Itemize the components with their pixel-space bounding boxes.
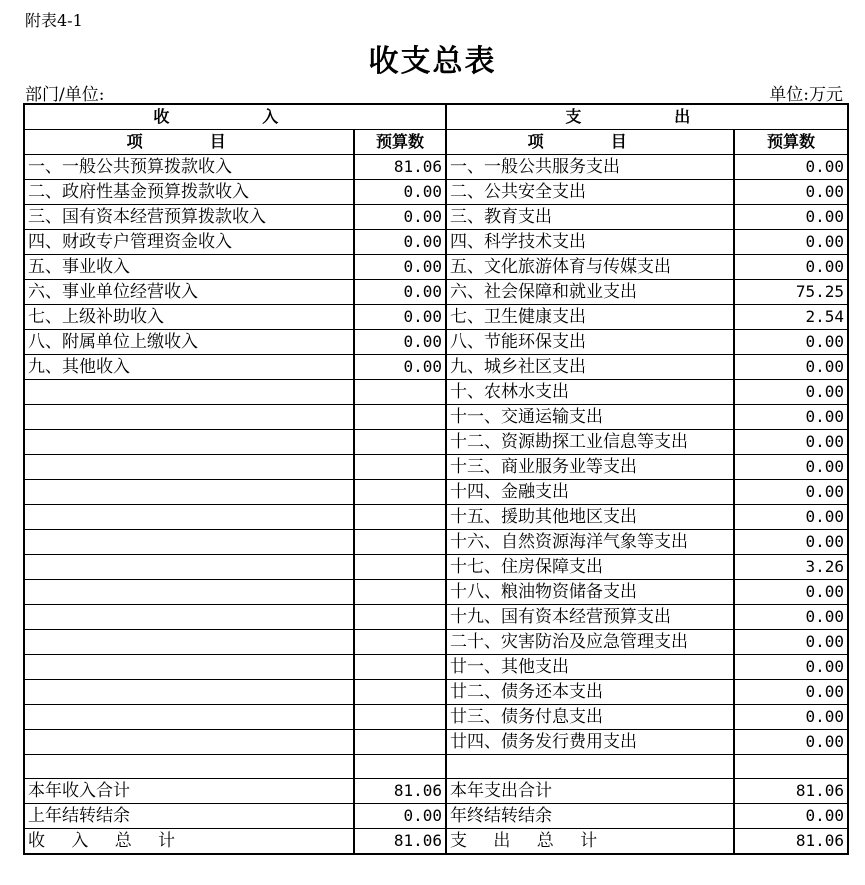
income-budget-value: 0.00 (354, 804, 446, 829)
expense-item-name: 四、科学技术支出 (446, 230, 734, 255)
income-item-name: 收入总计 (24, 829, 354, 855)
expense-budget-value: 0.00 (734, 355, 848, 380)
expense-budget-header: 预算数 (734, 130, 848, 155)
income-item-name: 三、国有资本经营预算拨款收入 (24, 205, 354, 230)
table-row (24, 630, 848, 655)
expense-item-header: 项 目 (446, 130, 734, 155)
expense-budget-value: 0.00 (734, 655, 848, 680)
income-budget-value: 0.00 (354, 230, 446, 255)
expense-budget-value: 0.00 (734, 380, 848, 405)
income-item-name (24, 530, 354, 555)
income-budget-value: 81.06 (354, 155, 446, 180)
expense-item-name: 六、社会保障和就业支出 (446, 280, 734, 305)
expense-item-name: 廿一、其他支出 (446, 655, 734, 680)
expense-budget-value: 0.00 (734, 630, 848, 655)
income-item-name (24, 605, 354, 630)
expense-budget-value: 0.00 (734, 480, 848, 505)
income-budget-value (354, 455, 446, 480)
expense-item-name: 二十、灾害防治及应急管理支出 (446, 630, 734, 655)
income-item-name: 本年收入合计 (24, 779, 354, 804)
income-item-name (24, 555, 354, 580)
expense-item-name: 廿二、债务还本支出 (446, 680, 734, 705)
table-row (24, 730, 848, 755)
income-budget-value (354, 630, 446, 655)
expense-budget-value: 2.54 (734, 305, 848, 330)
income-item-name (24, 655, 354, 680)
table-row (24, 355, 848, 380)
table-number-label: 附表4-1 (25, 11, 83, 30)
table-row (24, 755, 848, 779)
expense-item-name: 十五、援助其他地区支出 (446, 505, 734, 530)
section-header-row (24, 104, 848, 130)
expense-budget-value: 0.00 (734, 530, 848, 555)
table-row (24, 480, 848, 505)
expense-budget-value: 3.26 (734, 555, 848, 580)
income-budget-value (354, 605, 446, 630)
income-item-name: 上年结转结余 (24, 804, 354, 829)
income-item-name: 八、附属单位上缴收入 (24, 330, 354, 355)
expense-budget-value: 0.00 (734, 230, 848, 255)
income-item-name (24, 705, 354, 730)
income-budget-value: 0.00 (354, 205, 446, 230)
income-item-name (24, 630, 354, 655)
expense-budget-value: 0.00 (734, 405, 848, 430)
expense-budget-value: 0.00 (734, 680, 848, 705)
department-label: 部门/单位: (25, 85, 105, 105)
table-row (24, 430, 848, 455)
expense-item-name: 十三、商业服务业等支出 (446, 455, 734, 480)
income-budget-value (354, 430, 446, 455)
income-budget-value (354, 555, 446, 580)
income-item-name: 五、事业收入 (24, 255, 354, 280)
expense-item-name: 十七、住房保障支出 (446, 555, 734, 580)
expense-budget-value: 0.00 (734, 705, 848, 730)
expense-item-name: 本年支出合计 (446, 779, 734, 804)
income-item-name (24, 405, 354, 430)
table-row (24, 605, 848, 630)
expense-budget-value: 0.00 (734, 455, 848, 480)
expense-budget-value: 0.00 (734, 605, 848, 630)
expense-item-name: 十九、国有资本经营预算支出 (446, 605, 734, 630)
income-item-name (24, 505, 354, 530)
expense-item-name: 二、公共安全支出 (446, 180, 734, 205)
income-budget-value: 0.00 (354, 355, 446, 380)
expense-item-name: 廿四、债务发行费用支出 (446, 730, 734, 755)
expense-item-name: 十四、金融支出 (446, 480, 734, 505)
expense-budget-value: 0.00 (734, 255, 848, 280)
income-budget-header: 预算数 (354, 130, 446, 155)
expense-budget-value: 0.00 (734, 155, 848, 180)
expense-item-name: 一、一般公共服务支出 (446, 155, 734, 180)
income-item-name (24, 380, 354, 405)
unit-label: 单位:万元 (769, 85, 843, 105)
income-section-header: 收 入 (24, 104, 446, 130)
page-title: 收支总表 (368, 44, 497, 79)
expense-budget-value: 0.00 (734, 330, 848, 355)
income-budget-value: 81.06 (354, 779, 446, 804)
budget-summary-table (23, 103, 849, 855)
table-row (24, 680, 848, 705)
expense-budget-value: 81.06 (734, 829, 848, 855)
income-budget-value: 0.00 (354, 255, 446, 280)
table-row (24, 705, 848, 730)
table-row (24, 255, 848, 280)
expense-section-header: 支 出 (446, 104, 848, 130)
total-row (24, 804, 848, 829)
income-item-name (24, 455, 354, 480)
income-item-name: 六、事业单位经营收入 (24, 280, 354, 305)
table-row (24, 205, 848, 230)
table-row (24, 380, 848, 405)
income-budget-value (354, 755, 446, 779)
income-budget-value (354, 505, 446, 530)
income-budget-value (354, 705, 446, 730)
expense-item-name: 八、节能环保支出 (446, 330, 734, 355)
income-budget-value: 0.00 (354, 305, 446, 330)
income-item-name: 一、一般公共预算拨款收入 (24, 155, 354, 180)
income-item-name (24, 580, 354, 605)
expense-item-name: 年终结转结余 (446, 804, 734, 829)
income-budget-value (354, 405, 446, 430)
income-item-name: 九、其他收入 (24, 355, 354, 380)
table-row (24, 655, 848, 680)
income-budget-value (354, 730, 446, 755)
income-item-header: 项 目 (24, 130, 354, 155)
income-budget-value: 0.00 (354, 180, 446, 205)
expense-budget-value: 81.06 (734, 779, 848, 804)
table-row (24, 580, 848, 605)
table-row (24, 230, 848, 255)
expense-item-name: 三、教育支出 (446, 205, 734, 230)
income-item-name: 二、政府性基金预算拨款收入 (24, 180, 354, 205)
expense-budget-value (734, 755, 848, 779)
table-row (24, 330, 848, 355)
income-budget-value: 81.06 (354, 829, 446, 855)
income-item-name (24, 730, 354, 755)
income-budget-value (354, 580, 446, 605)
income-budget-value: 0.00 (354, 280, 446, 305)
expense-budget-value: 0.00 (734, 804, 848, 829)
expense-budget-value: 0.00 (734, 430, 848, 455)
total-row (24, 779, 848, 804)
expense-item-name: 十、农林水支出 (446, 380, 734, 405)
table-row (24, 155, 848, 180)
table-row (24, 555, 848, 580)
expense-item-name: 十六、自然资源海洋气象等支出 (446, 530, 734, 555)
expense-item-name: 十八、粮油物资储备支出 (446, 580, 734, 605)
income-budget-value (354, 480, 446, 505)
column-header-row (24, 130, 848, 155)
expense-item-name: 十一、交通运输支出 (446, 405, 734, 430)
expense-budget-value: 0.00 (734, 580, 848, 605)
expense-item-name: 十二、资源勘探工业信息等支出 (446, 430, 734, 455)
income-budget-value (354, 680, 446, 705)
expense-budget-value: 0.00 (734, 730, 848, 755)
table-row (24, 180, 848, 205)
expense-item-name: 廿三、债务付息支出 (446, 705, 734, 730)
table-row (24, 305, 848, 330)
income-budget-value (354, 380, 446, 405)
table-row (24, 405, 848, 430)
expense-budget-value: 0.00 (734, 180, 848, 205)
table-row (24, 455, 848, 480)
income-item-name (24, 680, 354, 705)
table-row (24, 505, 848, 530)
expense-budget-value: 75.25 (734, 280, 848, 305)
income-item-name: 四、财政专户管理资金收入 (24, 230, 354, 255)
expense-budget-value: 0.00 (734, 205, 848, 230)
table-row (24, 530, 848, 555)
expense-item-name (446, 755, 734, 779)
expense-item-name: 支出总计 (446, 829, 734, 855)
income-item-name: 七、上级补助收入 (24, 305, 354, 330)
income-budget-value (354, 530, 446, 555)
income-item-name (24, 755, 354, 779)
expense-item-name: 七、卫生健康支出 (446, 305, 734, 330)
income-budget-value: 0.00 (354, 330, 446, 355)
total-row (24, 829, 848, 855)
expense-budget-value: 0.00 (734, 505, 848, 530)
expense-item-name: 九、城乡社区支出 (446, 355, 734, 380)
income-item-name (24, 430, 354, 455)
table-row (24, 280, 848, 305)
expense-item-name: 五、文化旅游体育与传媒支出 (446, 255, 734, 280)
income-budget-value (354, 655, 446, 680)
income-item-name (24, 480, 354, 505)
